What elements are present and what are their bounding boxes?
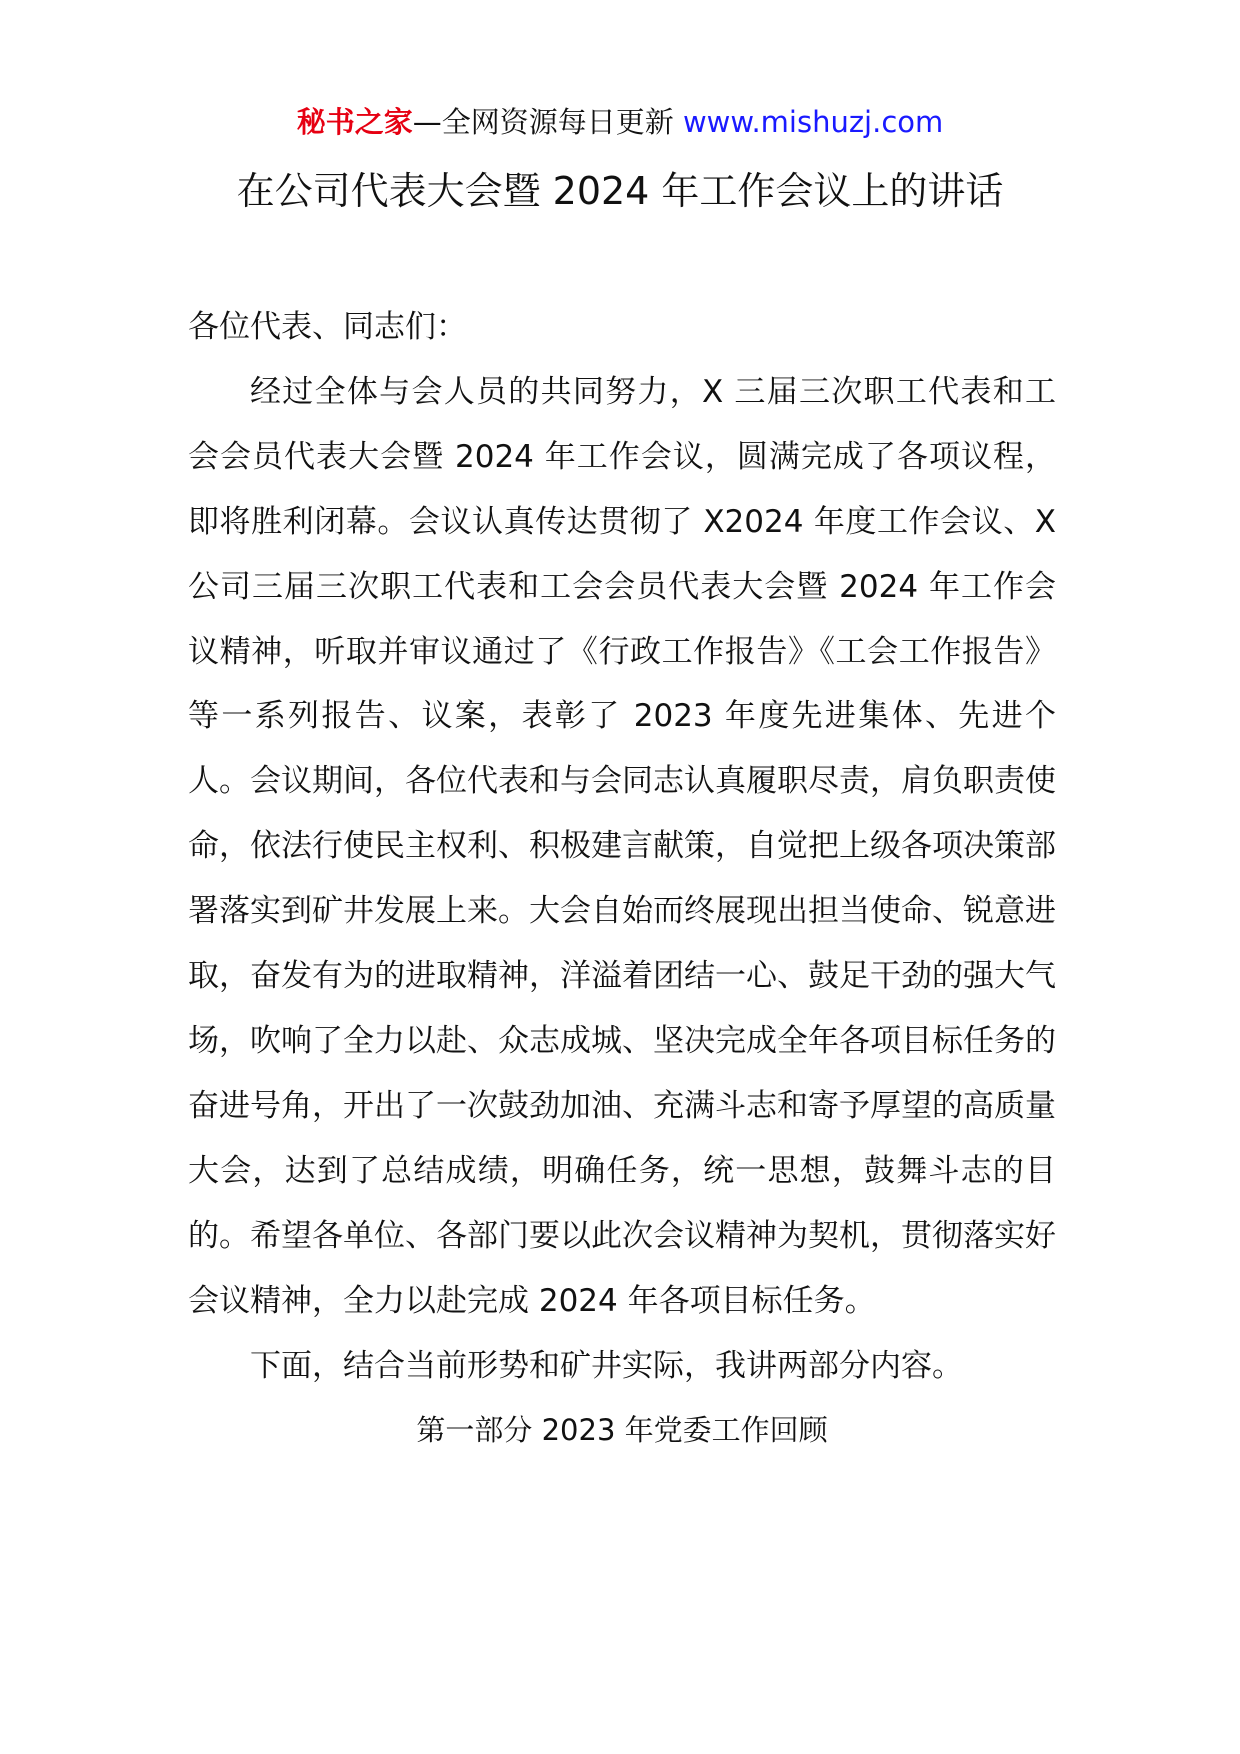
website-link[interactable]: www.mishuzj.com [682,105,944,139]
section-heading: 第一部分 2023 年党委工作回顾 [416,1413,828,1448]
document-body [188,295,1056,1463]
banner-tagline: —全网资源每日更新 [412,105,674,139]
paragraph-transition: 下面，结合当前形势和矿井实际，我讲两部分内容。 [250,1347,963,1384]
document-title: 在公司代表大会暨 2024 年工作会议上的讲话 [236,169,1004,213]
brand-name: 秘书之家 [296,105,413,139]
header-banner [0,102,1240,142]
salutation: 各位代表、同志们： [188,309,467,345]
paragraph-intro: 经过全体与会人员的共同努力，X 三届三次职工代表和工会会员代表大会暨 2024 年工作会议，圆满完成了各项议程，即将胜利闭幕。会议认真传达贯彻了 X2024 年度工作会议、X 公司三届三次职工代表和工会会员代表大会暨 2024 年工作会议精神，听取并审议通过了《行政工作报告》《工会工作报告》等一系列报告、议案，表彰了 2023 年度先进集体、先进个人。会议期间，各位代表和与会同志认真履职尽责，肩负职责使命，依法行使民主权利、积极建言献策，自觉把上级各项决策部署落实到矿井发展上来。大会自始而终展现出担当使命、锐意进取，奋发有为的进取精神，洋溢着团结一心、鼓足干劲的强大气场，吹响了全力以赴、众志成城、坚决完成全年各项目标任务的奋进号角，开出了一次鼓劲加油、充满斗志和寄予厚望的高质量大会，达到了总结成绩，明确任务，统一思想，鼓舞斗志的目的。希望各单位、各部门要以此次会议精神为契机，贯彻落实好会议精神，全力以赴完成 2024 年各项目标任务。 [188,373,1056,1319]
